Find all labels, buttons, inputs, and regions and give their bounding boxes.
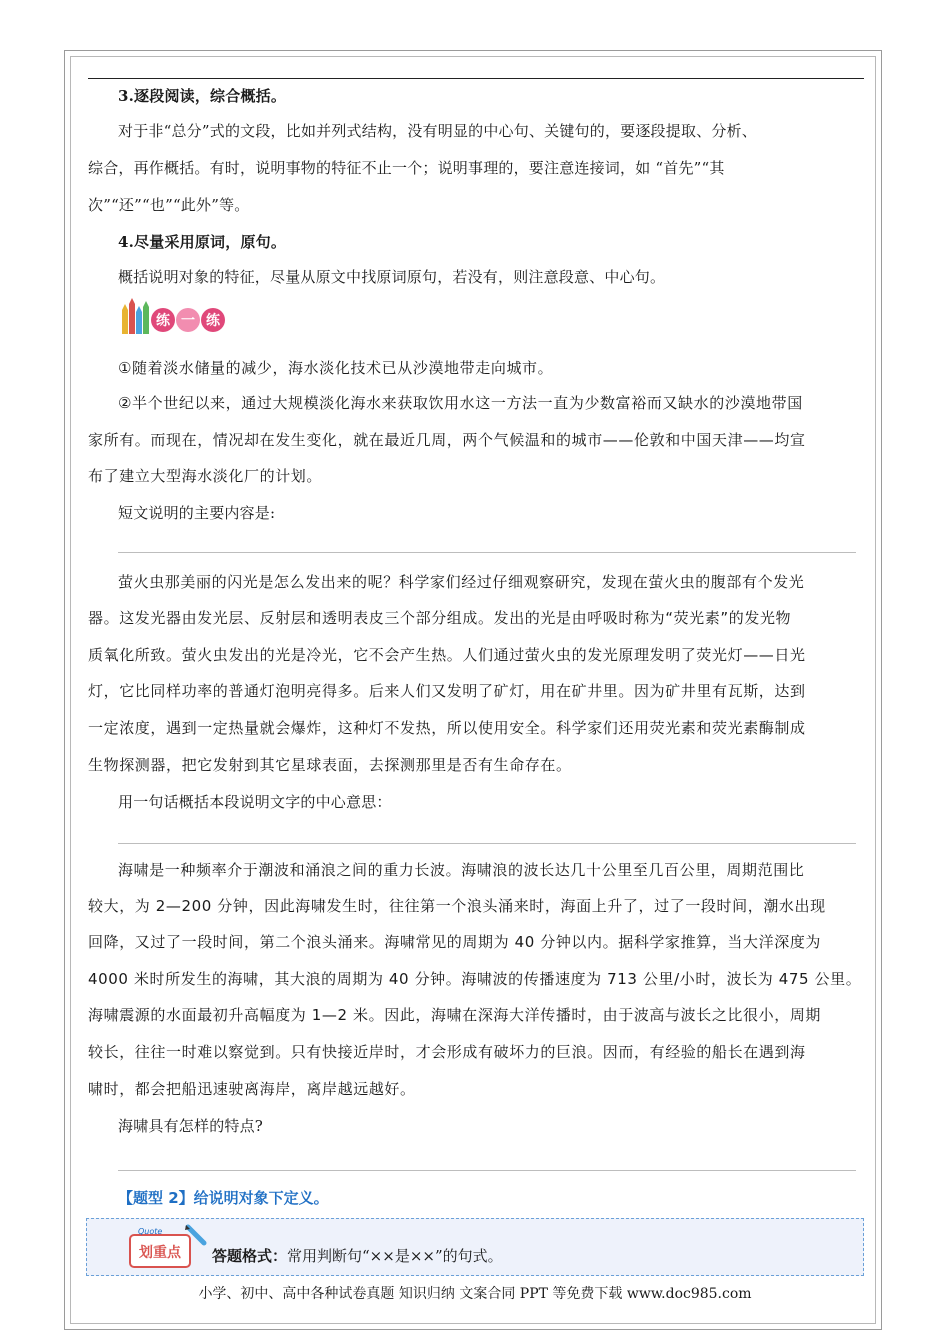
section-3-heading: 3.逐段阅读，综合概括。 (118, 87, 287, 105)
key-point-icon (128, 1221, 208, 1271)
section-3-line: 对于非“总分”式的文段，比如并列式结构，没有明显的中心句、关键句的，要逐段提取、分析、 (118, 122, 757, 140)
exercise-3-line: 较长，往往一时难以察觉到。只有快接近岸时，才会形成有破坏力的巨浪。因而，有经验的船长在遇到海 (88, 1043, 806, 1061)
badge-char-1: 练 (156, 313, 170, 329)
exercise-2-line: 灯，它比同样功率的普通灯泡明亮得多。后来人们又发明了矿灯，用在矿井里。因为矿井里有瓦斯，达到 (88, 682, 806, 700)
badge-char-3: 练 (206, 313, 220, 329)
key-point-label: 答题格式： (212, 1247, 288, 1265)
question-type-heading: 【题型 2】给说明对象下定义。 (118, 1189, 329, 1207)
exercise-3-line: 回降，又过了一段时间，第二个浪头涌来。海啸常见的周期为 40 分钟以内。据科学家推算，当大洋深度为 (88, 933, 822, 951)
exercise-3-line: 海啸震源的水面最初升高幅度为 1—2 米。因此，海啸在深海大洋传播时，由于波高与波长之比很小，周期 (88, 1006, 822, 1024)
section-4-heading: 4.尽量采用原词，原句。 (118, 233, 287, 251)
exercise-1-line: 家所有。而现在，情况却在发生变化，就在最近几周，两个气候温和的城市——伦敦和中国天津——均宣 (88, 431, 806, 449)
page-footer: 小学、初中、高中各种试卷真题 知识归纳 文案合同 PPT 等免费下载 www.doc985.com (198, 1286, 752, 1302)
section-3-line: 综合，再作概括。有时，说明事物的特征不止一个；说明事理的，要注意连接词，如 “首先”“其 (88, 159, 725, 177)
exercise-1-line: ①随着淡水储量的减少，海水淡化技术已从沙漠地带走向城市。 (118, 359, 554, 377)
exercise-3-question: 海啸具有怎样的特点? (118, 1117, 264, 1135)
badge-char-2: 一 (181, 313, 195, 329)
exercise-1-line: ②半个世纪以来，通过大规模淡化海水来获取饮用水这一方法一直为少数富裕而又缺水的沙漠地带国 (118, 394, 803, 412)
section-3-line: 次”“还”“也”“此外”等。 (88, 196, 250, 214)
key-point-body: 常用判断句“××是××”的句式。 (287, 1247, 503, 1265)
exercise-2-question: 用一句话概括本段说明文字的中心意思： (118, 793, 392, 811)
key-point-text (212, 1246, 503, 1266)
exercise-2-line: 生物探测器，把它发射到其它星球表面，去探测那里是否有生命存在。 (88, 756, 572, 774)
header-rule (88, 78, 864, 79)
exercise-2-line: 器。这发光器由发光层、反射层和透明表皮三个部分组成。发出的光是由呼吸时称为“荧光素”的发光物 (88, 609, 792, 627)
exercise-3-line: 较大，为 2—200 分钟，因此海啸发生时，往往第一个浪头涌来时，海面上升了，过了一段时间，潮水出现 (88, 897, 826, 915)
exercise-1-question: 短文说明的主要内容是: (118, 504, 276, 522)
exercise-2-line: 萤火虫那美丽的闪光是怎么发出来的呢？科学家们经过仔细观察研究，发现在萤火虫的腹部有个发光 (118, 573, 805, 591)
exercise-2-line: 质氧化所致。萤火虫发出的光是冷光，它不会产生热。人们通过萤火虫的发光原理发明了荧光灯——日光 (88, 646, 806, 664)
exercise-3-line: 啸时，都会把船迅速驶离海岸，离岸越远越好。 (88, 1080, 416, 1098)
exercise-3-line: 海啸是一种频率介于潮波和涌浪之间的重力长波。海啸浪的波长达几十公里至几百公里，周期范围比 (118, 861, 805, 879)
practice-badge-icon (118, 298, 228, 338)
quote-word: Quote (138, 1227, 163, 1236)
exercise-3-line: 4000 米时所发生的海啸，其大浪的周期为 40 分钟。海啸波的传播速度为 713 公里/小时，波长为 475 公里。 (88, 970, 862, 988)
answer-line[interactable] (118, 843, 856, 844)
answer-line[interactable] (118, 1170, 856, 1171)
section-4-text: 概括说明对象的特征，尽量从原文中找原词原句，若没有，则注意段意、中心句。 (118, 268, 666, 286)
answer-line[interactable] (118, 552, 856, 553)
exercise-2-line: 一定浓度，遇到一定热量就会爆炸，这种灯不发热，所以使用安全。科学家们还用荧光素和荧光素酶制成 (88, 719, 806, 737)
exercise-1-line: 布了建立大型海水淡化厂的计划。 (88, 467, 323, 485)
key-point-icon-label: 划重点 (139, 1245, 181, 1261)
